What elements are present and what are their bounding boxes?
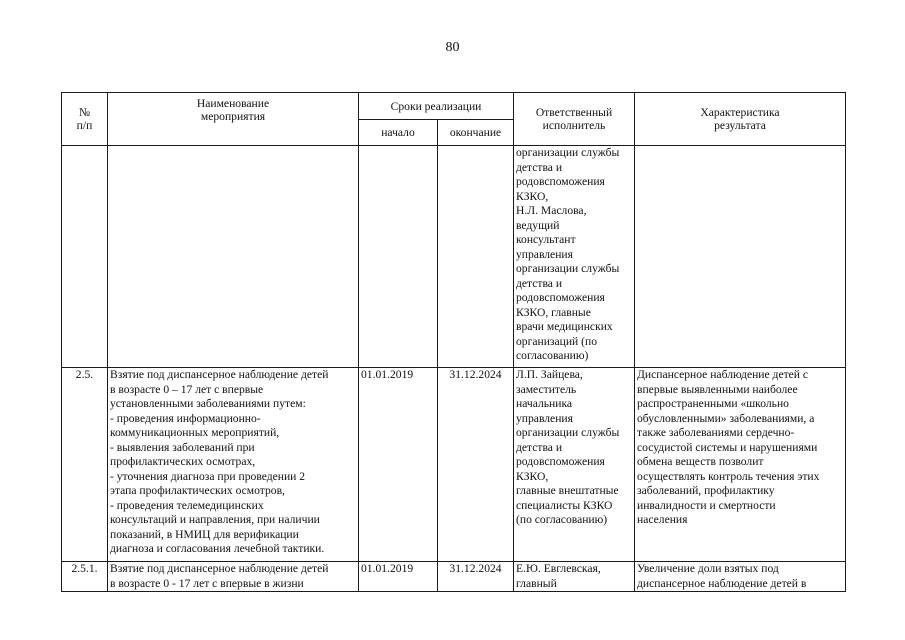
text-line: также заболеваниями сердечно- [637, 426, 795, 439]
text-line: 01.01.2019 [361, 368, 414, 381]
text-line: КЗКО, [516, 469, 549, 483]
text-line: 31.12.2024 [449, 562, 502, 575]
text-line: консультаций и направления, при наличии [110, 513, 320, 526]
text-line: организаций (по [516, 334, 598, 348]
text-line: обмена веществ позволит [637, 455, 764, 468]
text-line: начальника [516, 397, 573, 410]
header-result [635, 93, 846, 146]
measures-table [61, 92, 846, 592]
text-line: установленными заболеваниями путем: [110, 397, 306, 410]
text-line: Н.Л. Маслова, [516, 204, 587, 217]
text-line: специалисты КЗКО [516, 498, 613, 512]
header-responsible [514, 93, 635, 146]
header-name [108, 93, 359, 146]
text-line: № [78, 106, 91, 119]
header-num [62, 93, 108, 146]
text-line: результата [714, 119, 766, 132]
cell-start [359, 146, 438, 368]
cell-responsible [514, 368, 635, 562]
text-line: главные внештатные [516, 484, 619, 497]
header-start: начало [359, 120, 438, 146]
text-line: - проведения телемедицинских [110, 498, 264, 512]
text-line: детства и [516, 160, 563, 174]
text-line: родовспоможения [516, 455, 605, 468]
text-line: п/п [76, 119, 93, 132]
cell-num [62, 562, 108, 592]
text-line: заболеваний, профилактику [637, 484, 775, 497]
text-line: мероприятия [200, 110, 266, 123]
cell-start [359, 562, 438, 592]
cell-start [359, 368, 438, 562]
text-line: сосудистой системы и нарушениями [637, 440, 818, 454]
header-end: окончание [438, 120, 514, 146]
cell-responsible [514, 562, 635, 592]
text-line: в возрасте 0 – 17 лет с впервые [110, 382, 264, 396]
text-line: населения [637, 513, 688, 526]
cell-result [635, 562, 846, 592]
table-row [62, 368, 846, 562]
text-line: детства и [516, 276, 563, 290]
text-line: (по согласованию) [516, 513, 608, 526]
text-line: 2.5. [75, 368, 94, 381]
text-line: показаний, в НМИЦ для верификации [110, 527, 299, 541]
text-line: 31.12.2024 [449, 368, 502, 381]
text-line: Взятие под диспансерное наблюдение детей [110, 562, 329, 575]
cell-end [438, 562, 514, 592]
text-line: - уточнения диагноза при проведении 2 [110, 469, 306, 483]
table-row [62, 562, 846, 592]
text-line: профилактических осмотрах, [110, 455, 256, 468]
text-line: этапа профилактических осмотров, [110, 484, 285, 497]
text-line: осуществлять контроль течения этих [637, 469, 820, 483]
text-line: родовспоможения [516, 175, 605, 188]
text-line: управления [516, 247, 573, 261]
text-line: детства и [516, 440, 563, 454]
cell-responsible [514, 146, 635, 368]
text-line: КЗКО, [516, 189, 549, 203]
text-line: Наименование [196, 97, 270, 110]
table-row [62, 146, 846, 368]
cell-name [108, 146, 359, 368]
text-line: КЗКО, главные [516, 305, 591, 319]
text-line: Увеличение доли взятых под [637, 562, 779, 575]
cell-end [438, 368, 514, 562]
text-line: организации службы [516, 146, 620, 159]
cell-name [108, 562, 359, 592]
text-line: распространенными «школьно [637, 397, 789, 410]
text-line: заместитель [516, 382, 577, 396]
text-line: родовспоможения [516, 291, 605, 304]
text-line: организации службы [516, 262, 620, 275]
text-line: - проведения информационно- [110, 411, 261, 425]
cell-name [108, 368, 359, 562]
header-period: Сроки реализации [359, 93, 514, 120]
text-line: врачи медицинских [516, 320, 613, 333]
text-line: согласованию) [516, 349, 589, 362]
text-line: диспансерное наблюдение детей в [637, 576, 807, 590]
text-line: коммуникационных мероприятий, [110, 426, 280, 439]
text-line: в возрасте 0 - 17 лет с впервые в жизни [110, 576, 304, 590]
text-line: Ответственный [535, 106, 613, 119]
text-line: диагноза и согласования лечебной тактики. [110, 542, 325, 555]
cell-num [62, 146, 108, 368]
text-line: инвалидности и смертности [637, 498, 776, 512]
text-line: Взятие под диспансерное наблюдение детей [110, 368, 329, 381]
text-line: управления [516, 411, 573, 425]
cell-result [635, 368, 846, 562]
text-line: обусловленными» заболеваниями, а [637, 411, 815, 425]
text-line: 2.5.1. [71, 562, 98, 575]
text-line: - выявления заболеваний при [110, 440, 255, 454]
cell-end [438, 146, 514, 368]
text-line: консультант [516, 233, 576, 246]
cell-num [62, 368, 108, 562]
text-line: Е.Ю. Евглевская, [516, 562, 601, 575]
text-line: Л.П. Зайцева, [516, 368, 583, 381]
text-line: ведущий [516, 218, 560, 232]
text-line: исполнитель [542, 119, 606, 132]
text-line: главный [516, 576, 557, 590]
text-line: Характеристика [700, 106, 780, 119]
text-line: Диспансерное наблюдение детей с [637, 368, 809, 381]
page-number: 80 [445, 40, 460, 55]
cell-result [635, 146, 846, 368]
text-line: 01.01.2019 [361, 562, 414, 575]
text-line: впервые выявленными наиболее [637, 382, 798, 396]
text-line: организации службы [516, 426, 620, 439]
